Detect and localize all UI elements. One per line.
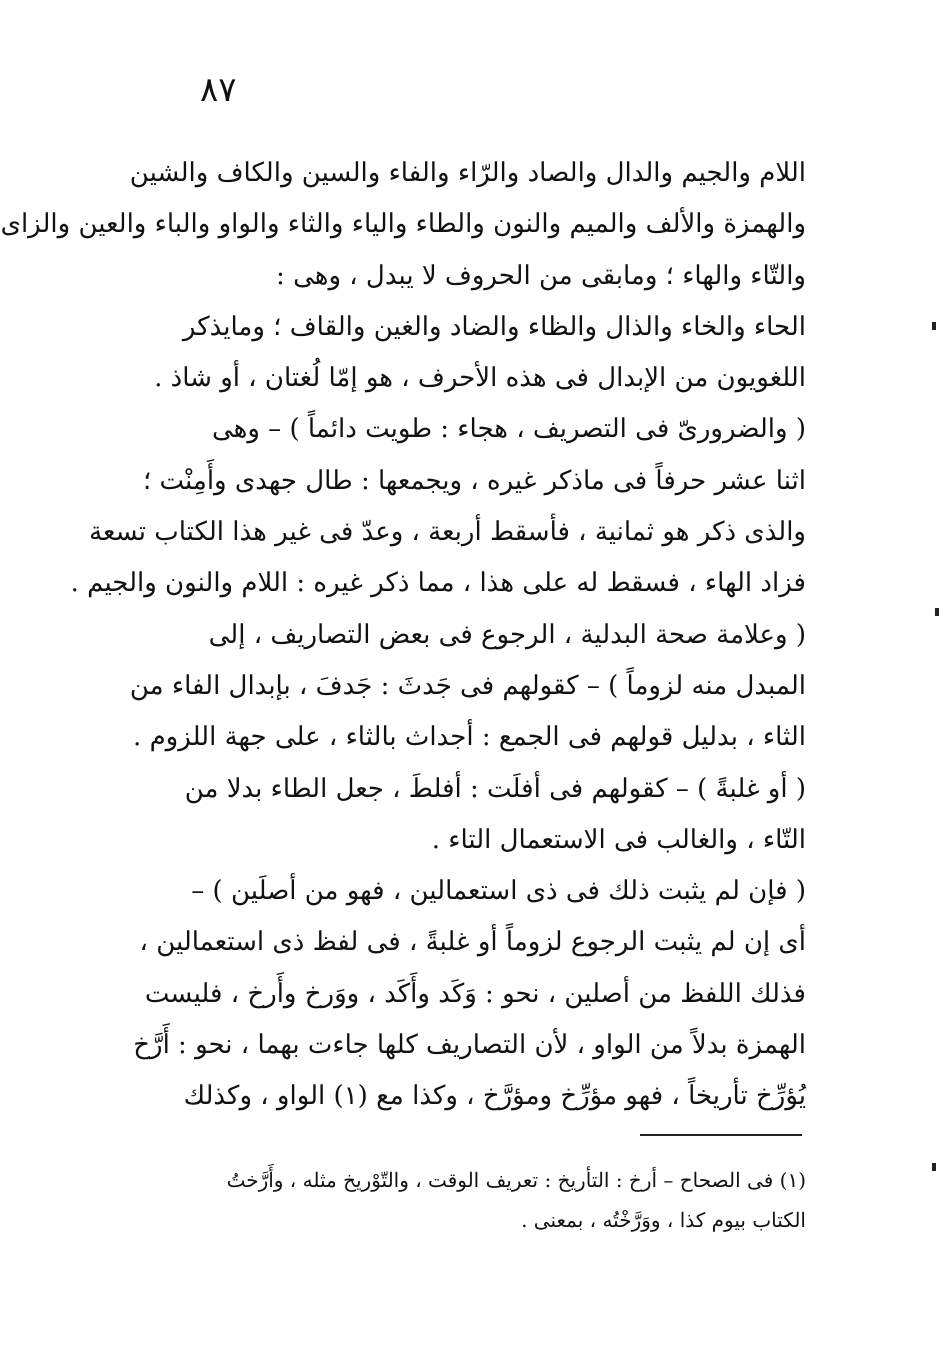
text-line: الهمزة بدلاً من الواو ، لأن التصاريف كلها جاءت بهما ، نحو : أَرَّخ [133, 1030, 806, 1061]
scan-mark [935, 608, 939, 616]
text-line: الحاء والخاء والذال والظاء والضاد والغين والقاف ؛ ومايذكر [182, 311, 806, 342]
text-line: والتّاء والهاء ؛ ومابقى من الحروف لا يبدل ، وهى : [276, 260, 806, 291]
main-text [0, 148, 806, 1123]
footnote-divider [640, 1134, 802, 1136]
text-line: المبدل منه لزوماً ) – كقولهم فى جَدثَ : جَدفَ ، بإبدال الفاء من [129, 670, 806, 701]
text-line: والهمزة والألف والميم والنون والطاء والياء والثاء والواو والباء والعين والزاى [0, 209, 806, 240]
text-line: يُؤرِّخ تأريخاً ، فهو مؤرِّخ ومؤرَّخ ، وكذا مع (١) الواو ، وكذلك [183, 1081, 806, 1112]
text-line: ( وعلامة صحة البدلية ، الرجوع فى بعض التصاريف ، إلى [208, 619, 806, 650]
text-line: ( أو غلبةً ) – كقولهم فى أفلَت : أفلطَ ، جعل الطاء بدلا من [184, 773, 806, 804]
text-line: ( والضرورىّ فى التصريف ، هجاء : طويت دائماً ) – وهى [211, 414, 806, 445]
scan-mark [932, 322, 936, 330]
text-line: فذلك اللفظ من أصلين ، نحو : وَكَد وأَكَد ، ووَرخ وأَرخ ، فليست [144, 978, 806, 1009]
footnote-line: (١) فى الصحاح – أرخ : التأريخ : تعريف الوقت ، والتّوْريخ مثله ، وأَرَّختُ [226, 1168, 806, 1192]
text-line: أى إن لم يثبت الرجوع لزوماً أو غلبةً ، فى لفظ ذى استعمالين ، [139, 927, 806, 958]
text-line: ( فإن لم يثبت ذلك فى ذى استعمالين ، فهو من أصلَين ) – [191, 876, 806, 907]
text-line: اللام والجيم والدال والصاد والرّاء والفاء والسين والكاف والشين [129, 158, 806, 188]
text-line: فزاد الهاء ، فسقط له على هذا ، مما ذكر غيره : اللام والنون والجيم . [70, 568, 806, 599]
footnote [162, 1160, 806, 1240]
text-line: اثنا عشر حرفاً فى ماذكر غيره ، ويجمعها : طال جهدى وأَمِنْت ؛ [143, 465, 806, 496]
footnote-line: الكتاب بيوم كذا ، ووَرَّخْتُه ، بمعنى . [521, 1208, 806, 1232]
text-line: اللغويون من الإبدال فى هذه الأحرف ، هو إمّا لُغتان ، أو شاذ . [154, 363, 806, 394]
scan-mark [932, 1163, 936, 1171]
text-line: الثاء ، بدليل قولهم فى الجمع : أجداث بالثاء ، على جهة اللزوم . [133, 722, 806, 753]
text-line: التّاء ، والغالب فى الاستعمال التاء . [431, 824, 806, 855]
page-number: ٨٧ [200, 70, 237, 110]
text-line: والذى ذكر هو ثمانية ، فأسقط أربعة ، وعدّ فى غير هذا الكتاب تسعة [89, 517, 806, 548]
